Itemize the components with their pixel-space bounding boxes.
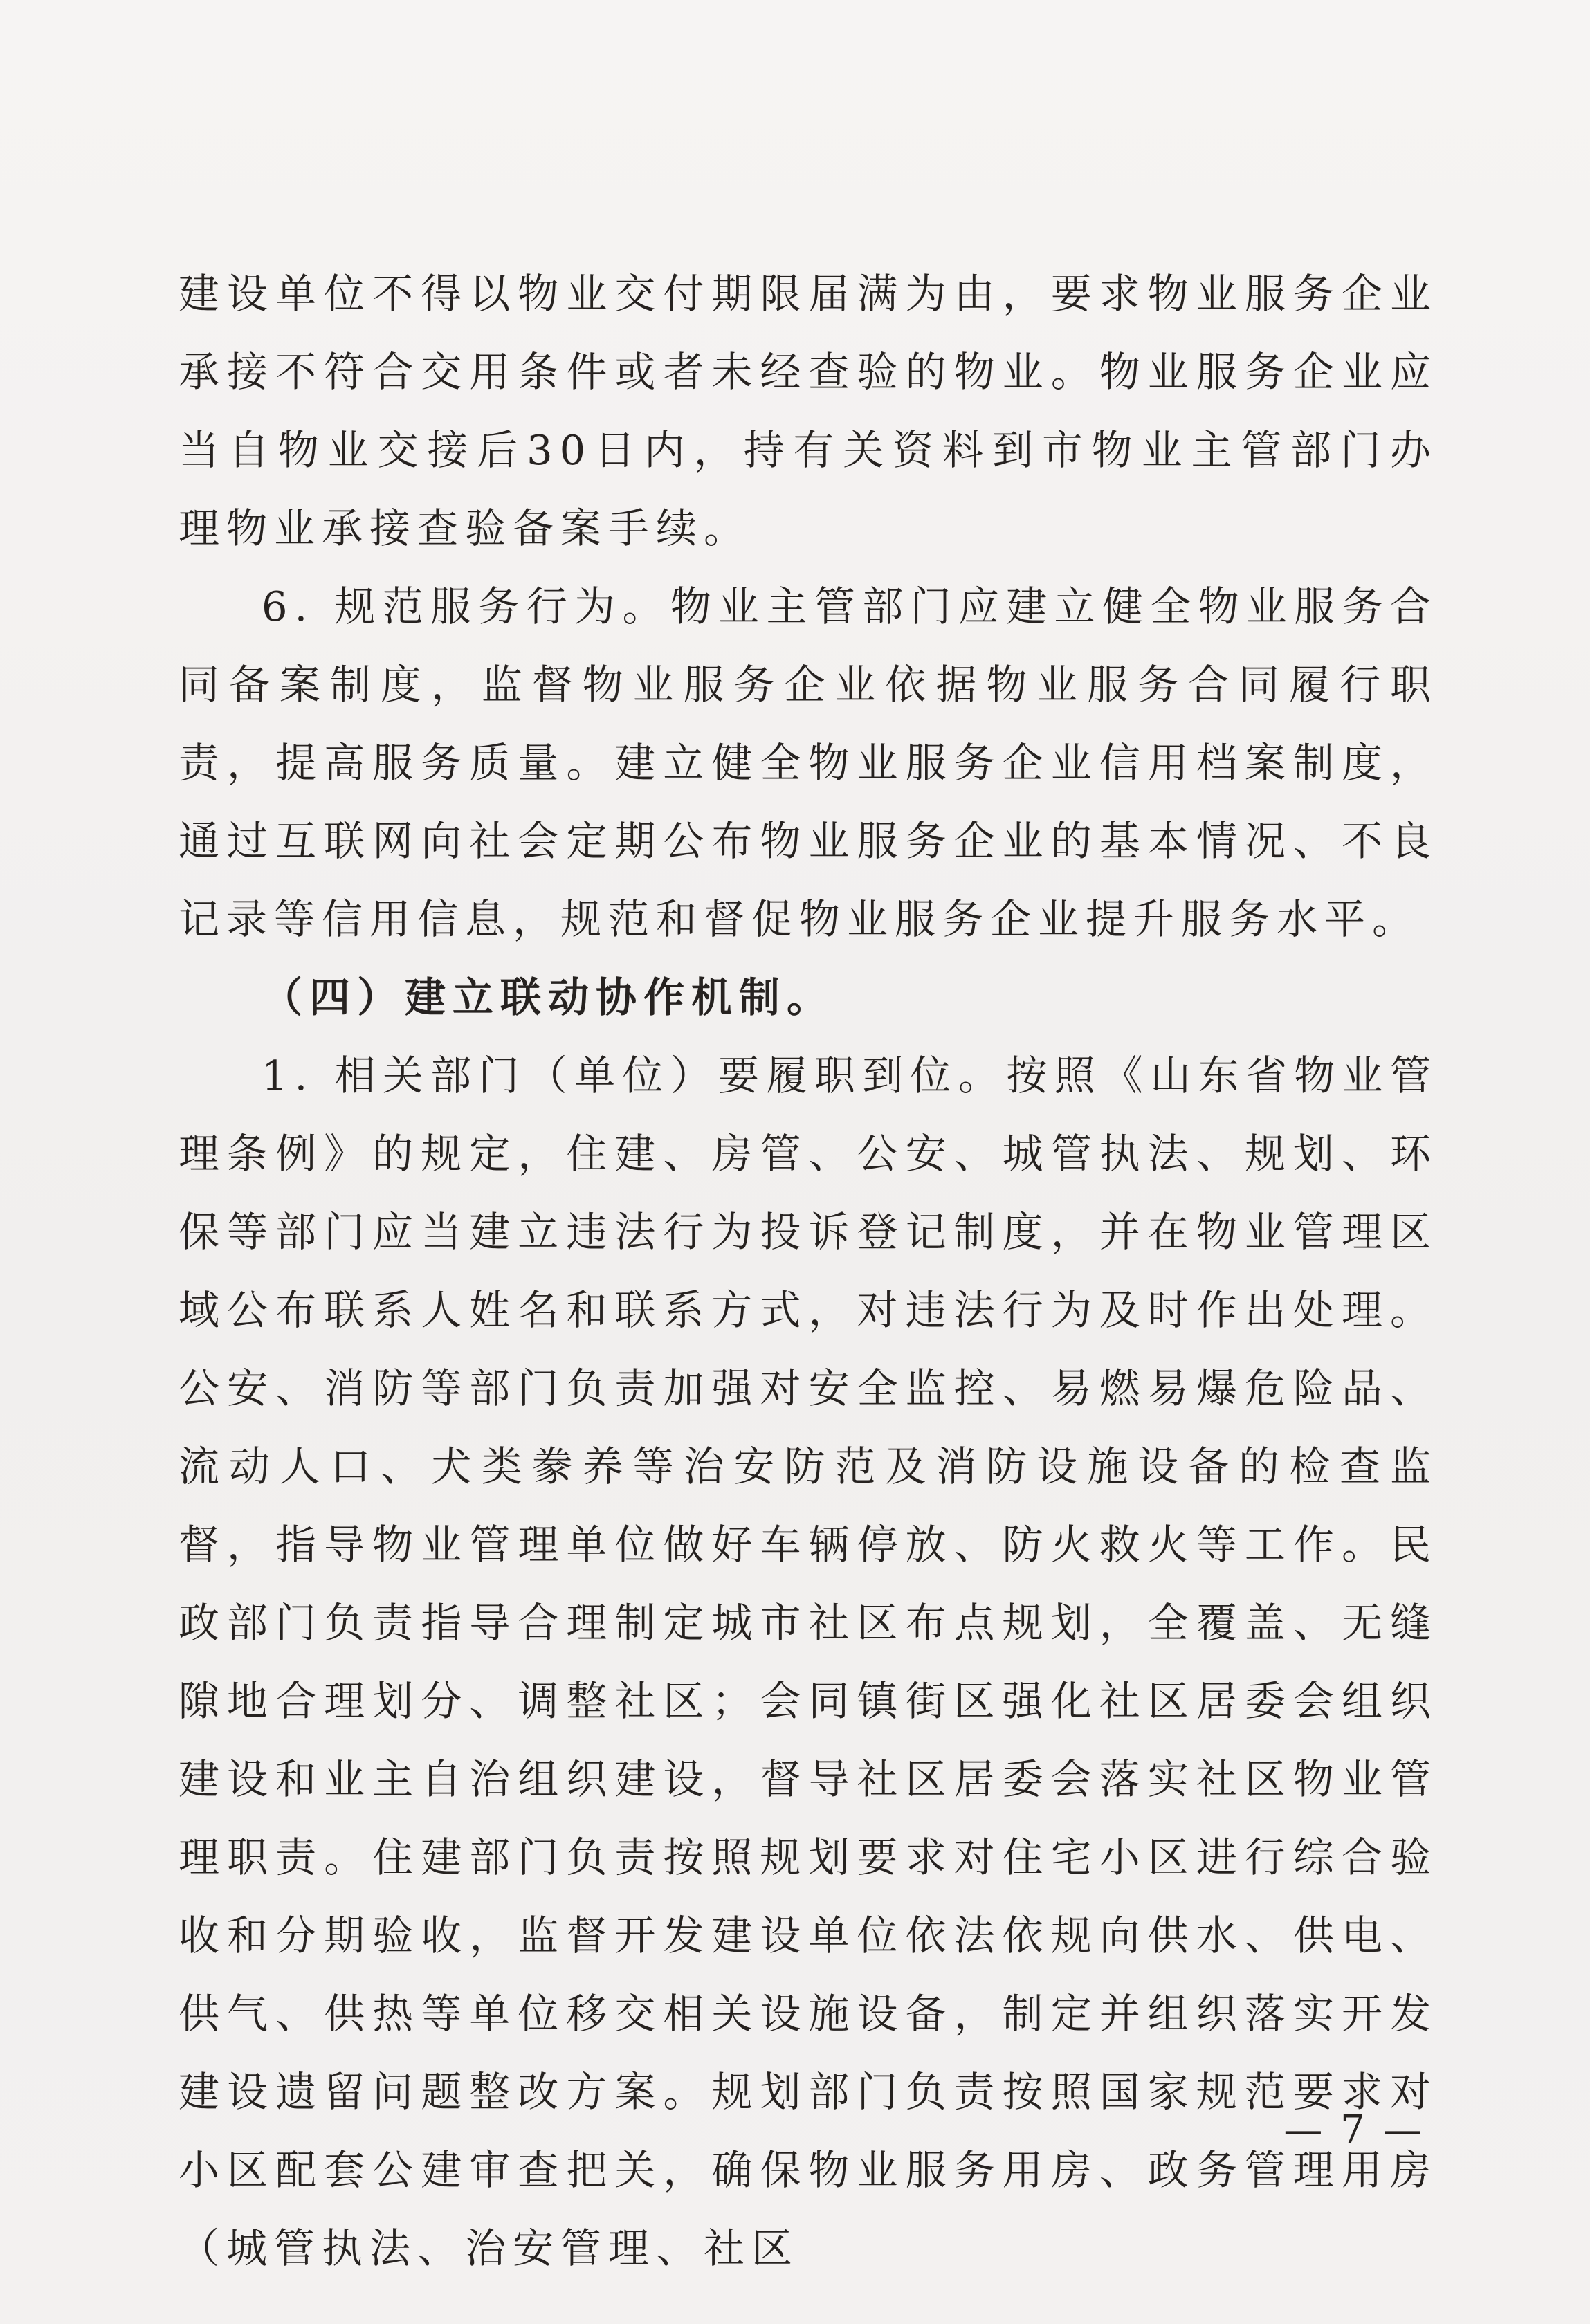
paragraph-continuation: 建设单位不得以物业交付期限届满为由，要求物业服务企业承接不符合交用条件或者未经查验的物业。物业服务企业应当自物业交接后30日内，持有关资料到市物业主管部门办理物业承接查验备案手续。 xyxy=(179,270,1438,552)
paragraph-item-1: 1. 相关部门（单位）要履职到位。按照《山东省物业管理条例》的规定，住建、房管、公安、城管执法、规划、环保等部门应当建立违法行为投诉登记制度，并在物业管理区域公布联系人姓名和联系方式，对违法行为及时作出处理。公安、消防等部门负责加强对安全监控、易燃易爆危险品、流动人口、犬类豢养等治安防范及消防设施设备的检查监督，指导物业管理单位做好车辆停放、防火救火等工作。民政部门负责指导合理制定城市社区布点规划，全覆盖、无缝隙地合理划分、调整社区；会同镇街区强化社区居委会组织建设和业主自治组织建设，督导社区居委会落实社区物业管理职责。住建部门负责按照规划要求对住宅小区进行综合验收和分期验收，监督开发建设单位依法依规向供水、供电、供气、供热等单位移交相关设施设备，制定并组织落实开发建设遗留问题整改方案。规划部门负责按照国家规范要求对小区配套公建审查把关，确保物业服务用房、政务管理用房（城管执法、治安管理、社区 xyxy=(179,1052,1438,2272)
page-number: — 7 — xyxy=(1283,2107,1425,2152)
document-body xyxy=(179,255,1438,2287)
paragraph-item-6: 6. 规范服务行为。物业主管部门应建立健全物业服务合同备案制度，监督物业服务企业依据物业服务合同履行职责，提高服务质量。建立健全物业服务企业信用档案制度，通过互联网向社会定期公布物业服务企业的基本情况、不良记录等信用信息，规范和督促物业服务企业提升服务水平。 xyxy=(179,583,1438,943)
section-heading: （四）建立联动协作机制。 xyxy=(262,973,835,1021)
